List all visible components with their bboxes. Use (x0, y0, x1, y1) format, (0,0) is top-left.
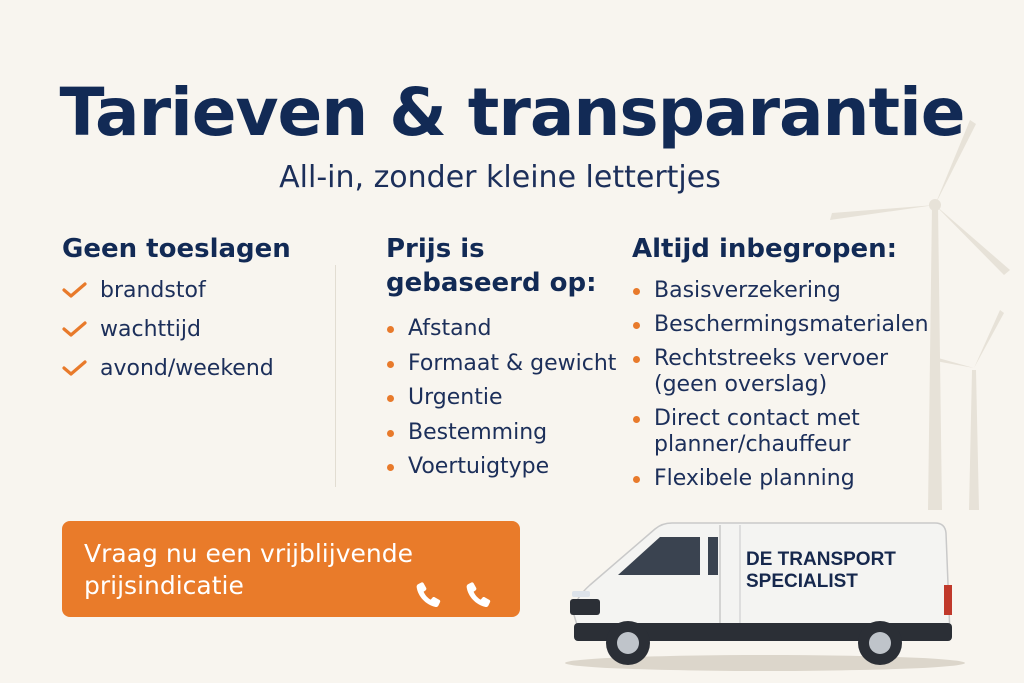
list-item (632, 312, 972, 338)
list-item-label: wachttijd (100, 317, 201, 342)
check-icon (62, 320, 88, 338)
van-branding-line-2: SPECIALIST (746, 571, 858, 592)
column-divider (335, 265, 336, 487)
price-basis-list (386, 316, 626, 480)
bullet-icon (387, 430, 394, 437)
list-item-label: Bestemming (408, 419, 548, 445)
list-item-label: Formaat & gewicht (408, 350, 617, 376)
list-item (386, 351, 626, 377)
list-item-label: Flexibele planning (654, 466, 855, 491)
check-icon (62, 281, 88, 299)
list-item-label: avond/weekend (100, 356, 274, 381)
list-item-label: Beschermingsmaterialen (654, 312, 929, 337)
list-item (386, 420, 626, 446)
list-item (632, 406, 904, 458)
list-item-label: Basisverzekering (654, 278, 841, 303)
price-quote-label: Vraag nu een vrijblijvende prijsindicatie (84, 539, 413, 600)
list-item (386, 385, 626, 411)
included-list (632, 278, 972, 492)
list-item (62, 317, 332, 343)
bullet-icon (387, 326, 394, 333)
list-item (632, 278, 972, 304)
bullet-icon (633, 288, 640, 295)
list-item-label: Rechtstreeks vervoer (geen overslag) (654, 346, 889, 397)
list-item-label: Voertuigtype (408, 454, 550, 479)
price-quote-button[interactable] (62, 521, 520, 617)
bullet-icon (633, 416, 640, 423)
list-item-label: Direct contact met planner/chauffeur (654, 406, 860, 457)
van-illustration (560, 515, 970, 675)
no-surcharges-column (62, 232, 332, 395)
check-icon (62, 359, 88, 377)
bullet-icon (633, 356, 640, 363)
list-item-label: brandstof (100, 278, 206, 303)
bullet-icon (387, 395, 394, 402)
price-basis-column (386, 232, 626, 489)
bullet-icon (387, 361, 394, 368)
no-surcharges-heading: Geen toeslagen (62, 234, 291, 264)
list-item (62, 356, 332, 382)
list-item (386, 316, 626, 342)
included-heading: Altijd inbegropen: (632, 234, 898, 264)
price-basis-heading: Prijs is gebaseerd op: (386, 234, 597, 298)
list-item-label: Urgentie (408, 385, 503, 410)
no-surcharges-list (62, 278, 332, 382)
bullet-icon (633, 476, 640, 483)
page-title: Tarieven & transparantie (59, 74, 965, 151)
bullet-icon (387, 464, 394, 471)
list-item (632, 346, 924, 398)
phone-icon (462, 579, 496, 613)
list-item (62, 278, 332, 304)
list-item (386, 454, 626, 480)
list-item (632, 466, 972, 492)
bullet-icon (633, 322, 640, 329)
van-branding-line-1: DE TRANSPORT (746, 549, 896, 570)
list-item-label: Afstand (408, 316, 492, 341)
included-column (632, 232, 972, 500)
phone-icon (412, 579, 446, 613)
page-subtitle: All-in, zonder kleine lettertjes (279, 160, 721, 195)
